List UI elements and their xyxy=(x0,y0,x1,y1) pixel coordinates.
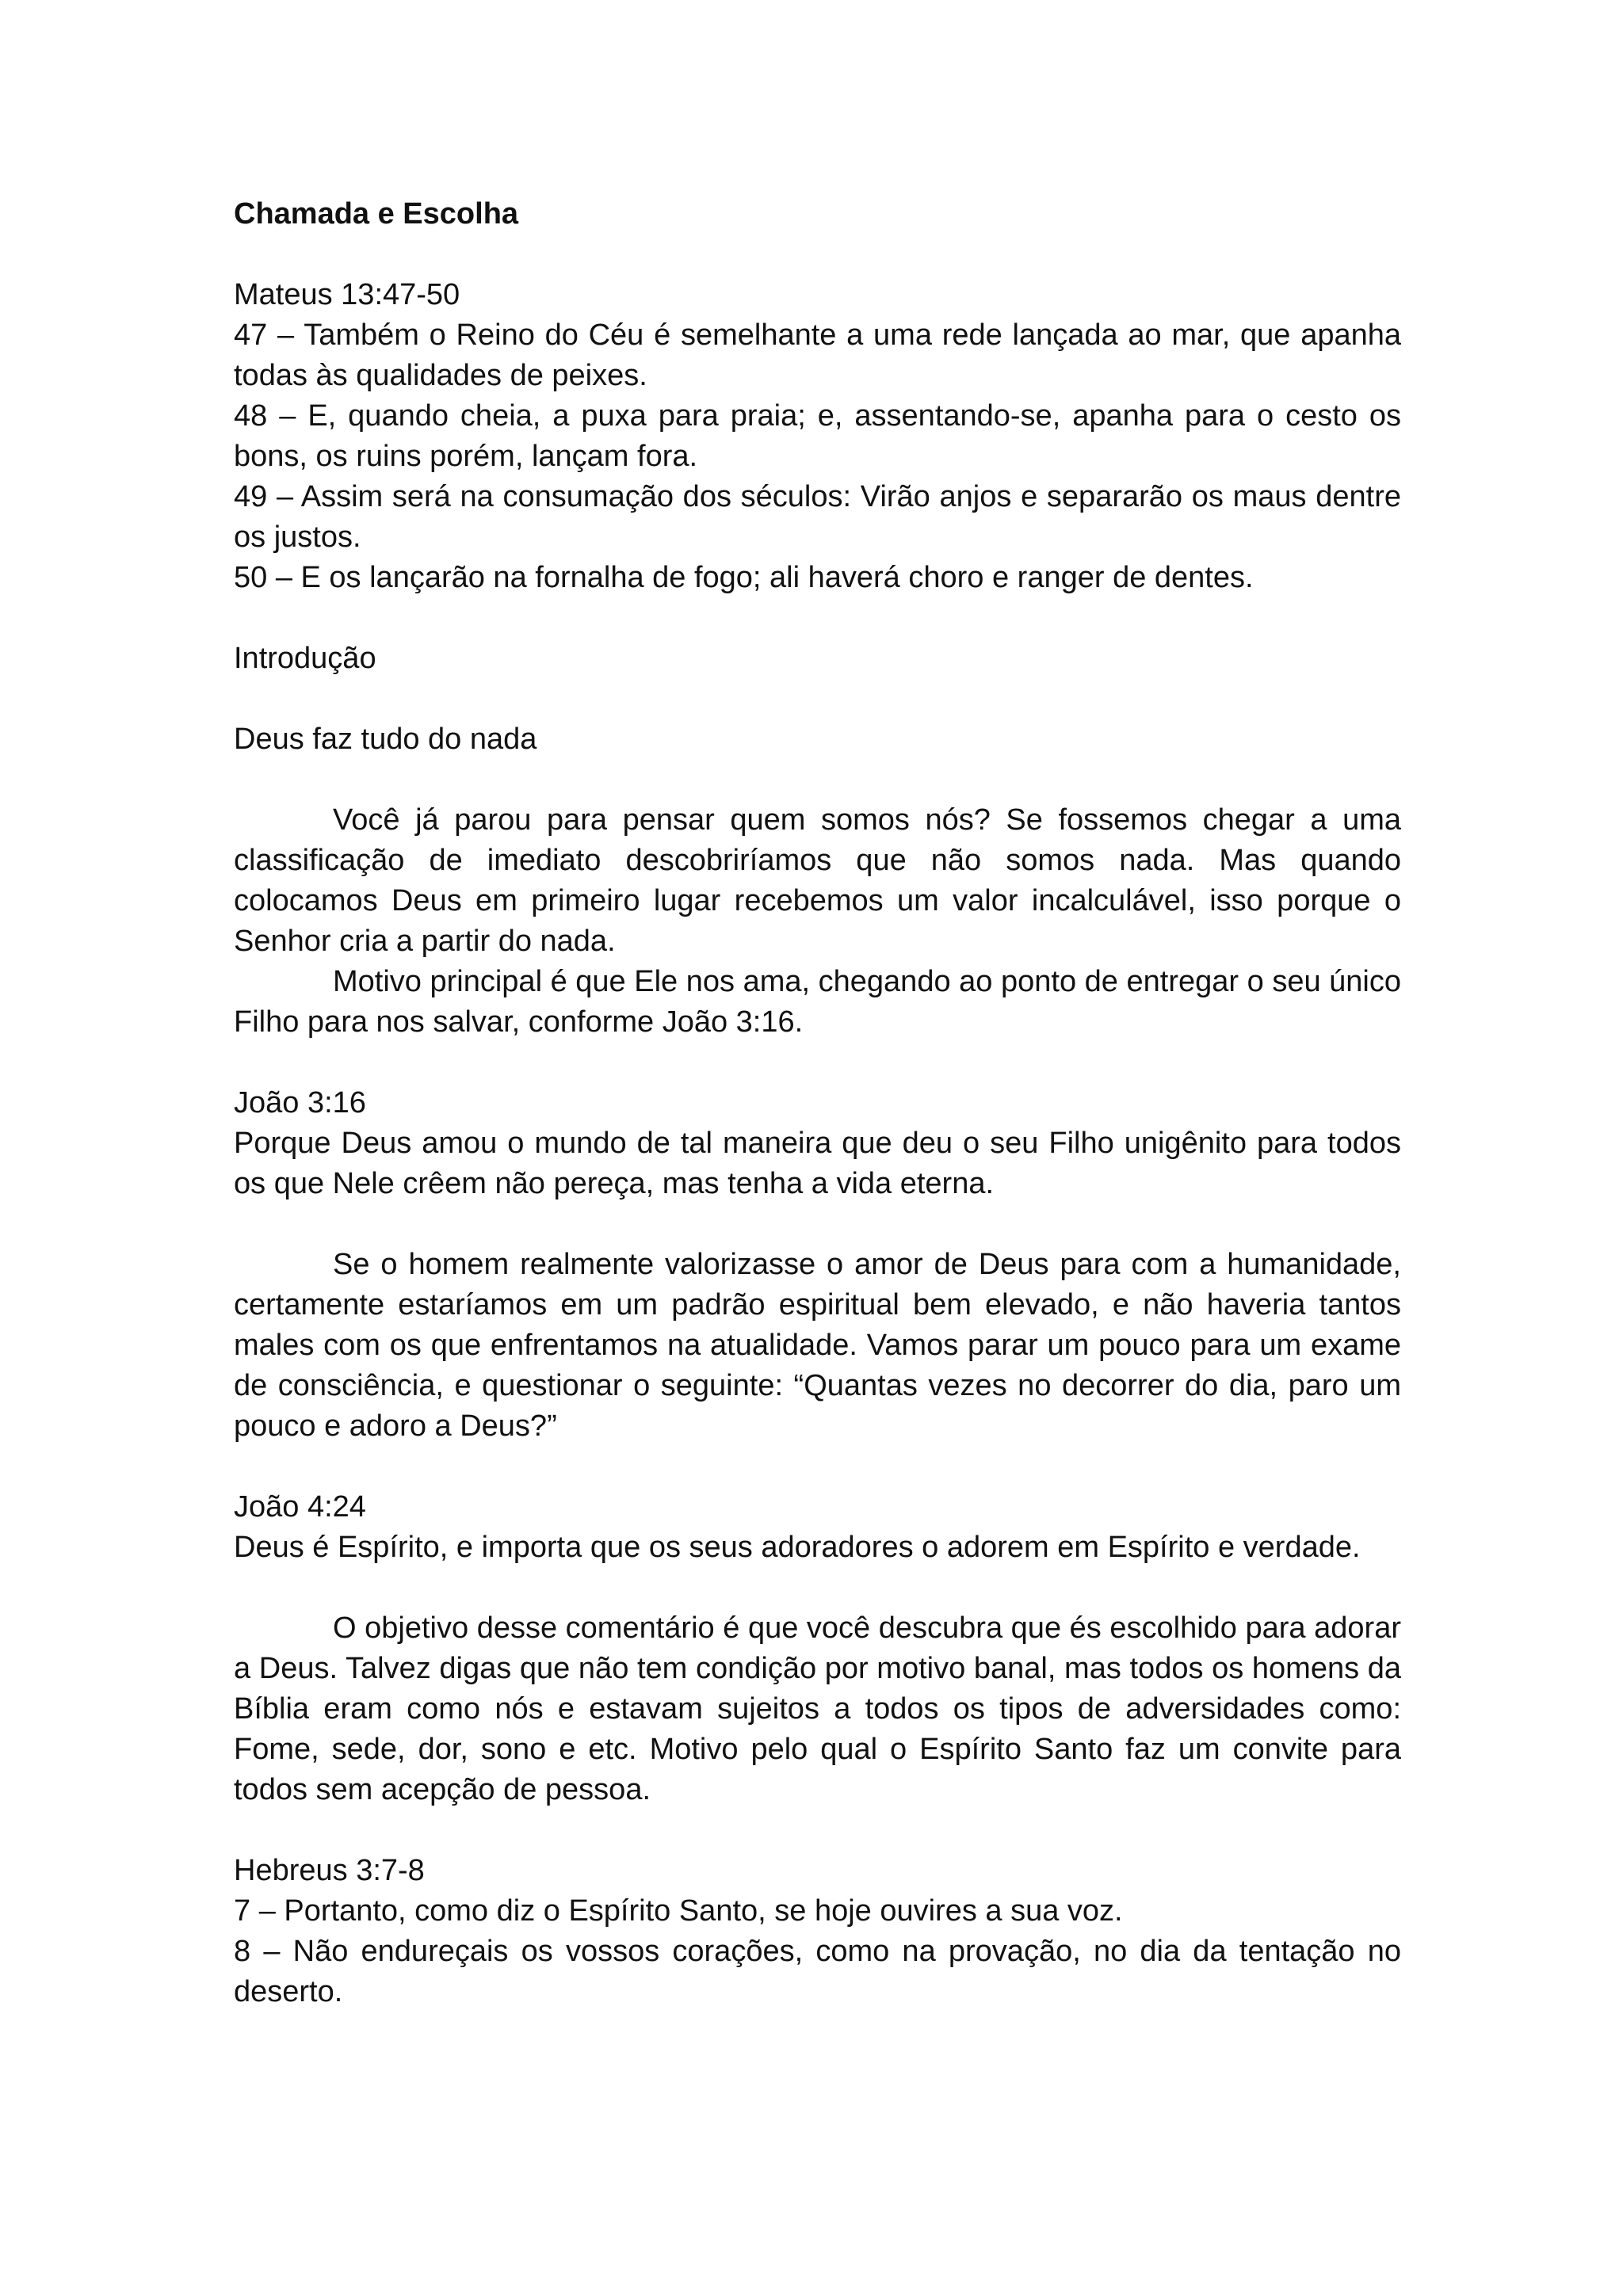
spacer xyxy=(234,1810,1401,1851)
spacer xyxy=(234,1447,1401,1487)
document-body xyxy=(234,194,1401,2012)
spacer xyxy=(234,1204,1401,1245)
body-paragraph: Se o homem realmente valorizasse o amor de Deus para com a humanidade, certamente estaríamos em um padrão espiritual bem elevado, e não haveria tantos males com os que enfrentamos na atualidade. Vamos parar um pouco para um exame de consciência, e questionar o seguinte: “Quantas vezes no decorrer do dia, paro um pouco e adoro a Deus?” xyxy=(234,1248,1401,1443)
spacer xyxy=(234,1568,1401,1608)
body-paragraph: O objetivo desse comentário é que você descubra que és escolhido para adorar a Deus. Talvez digas que não tem condição por motivo banal, mas todos os homens da Bíblia eram como nós e estavam sujeitos a todos os tipos de adversidades como: Fome, sede, dor, sono e etc. Motivo pelo qual o Espírito Santo faz um convite para todos sem acepção de pessoa. xyxy=(234,1611,1401,1806)
section-heading: Introdução xyxy=(234,642,376,675)
scripture-verse: 8 – Não endureçais os vossos corações, como na provação, no dia da tentação no deserto. xyxy=(234,1935,1401,2008)
scripture-reference: João 4:24 xyxy=(234,1490,366,1524)
scripture-reference: João 3:16 xyxy=(234,1086,366,1119)
document-title: Chamada e Escolha xyxy=(234,197,519,231)
scripture-text: Porque Deus amou o mundo de tal maneira que deu o seu Filho unigênito para todos os que Nele crêem não pereça, mas tenha a vida eterna. xyxy=(234,1127,1401,1200)
scripture-verse: 47 – Também o Reino do Céu é semelhante a uma rede lançada ao mar, que apanha todas às qualidades de peixes. xyxy=(234,318,1401,392)
scripture-reference: Mateus 13:47-50 xyxy=(234,278,460,311)
spacer xyxy=(234,1043,1401,1083)
spacer xyxy=(234,598,1401,639)
scripture-verse: 48 – E, quando cheia, a puxa para praia; e, assentando-se, apanha para o cesto os bons, os ruins porém, lançam fora. xyxy=(234,399,1401,473)
scripture-reference: Hebreus 3:7-8 xyxy=(234,1854,425,1887)
scripture-verse: 7 – Portanto, como diz o Espírito Santo, se hoje ouvires a sua voz. xyxy=(234,1894,1123,1928)
spacer xyxy=(234,235,1401,275)
spacer xyxy=(234,679,1401,719)
section-subheading: Deus faz tudo do nada xyxy=(234,723,537,756)
body-paragraph: Você já parou para pensar quem somos nós? Se fossemos chegar a uma classificação de imediato descobriríamos que não somos nada. Mas quando colocamos Deus em primeiro lugar recebemos um valor incalculável, isso porque o Senhor cria a partir do nada. xyxy=(234,803,1401,958)
scripture-text: Deus é Espírito, e importa que os seus adoradores o adorem em Espírito e verdade. xyxy=(234,1531,1361,1564)
body-paragraph: Motivo principal é que Ele nos ama, chegando ao ponto de entregar o seu único Filho para nos salvar, conforme João 3:16. xyxy=(234,965,1401,1039)
spacer xyxy=(234,760,1401,800)
scripture-verse: 49 – Assim será na consumação dos séculos: Virão anjos e separarão os maus dentre os justos. xyxy=(234,480,1401,554)
scripture-verse: 50 – E os lançarão na fornalha de fogo; ali haverá choro e ranger de dentes. xyxy=(234,561,1254,594)
